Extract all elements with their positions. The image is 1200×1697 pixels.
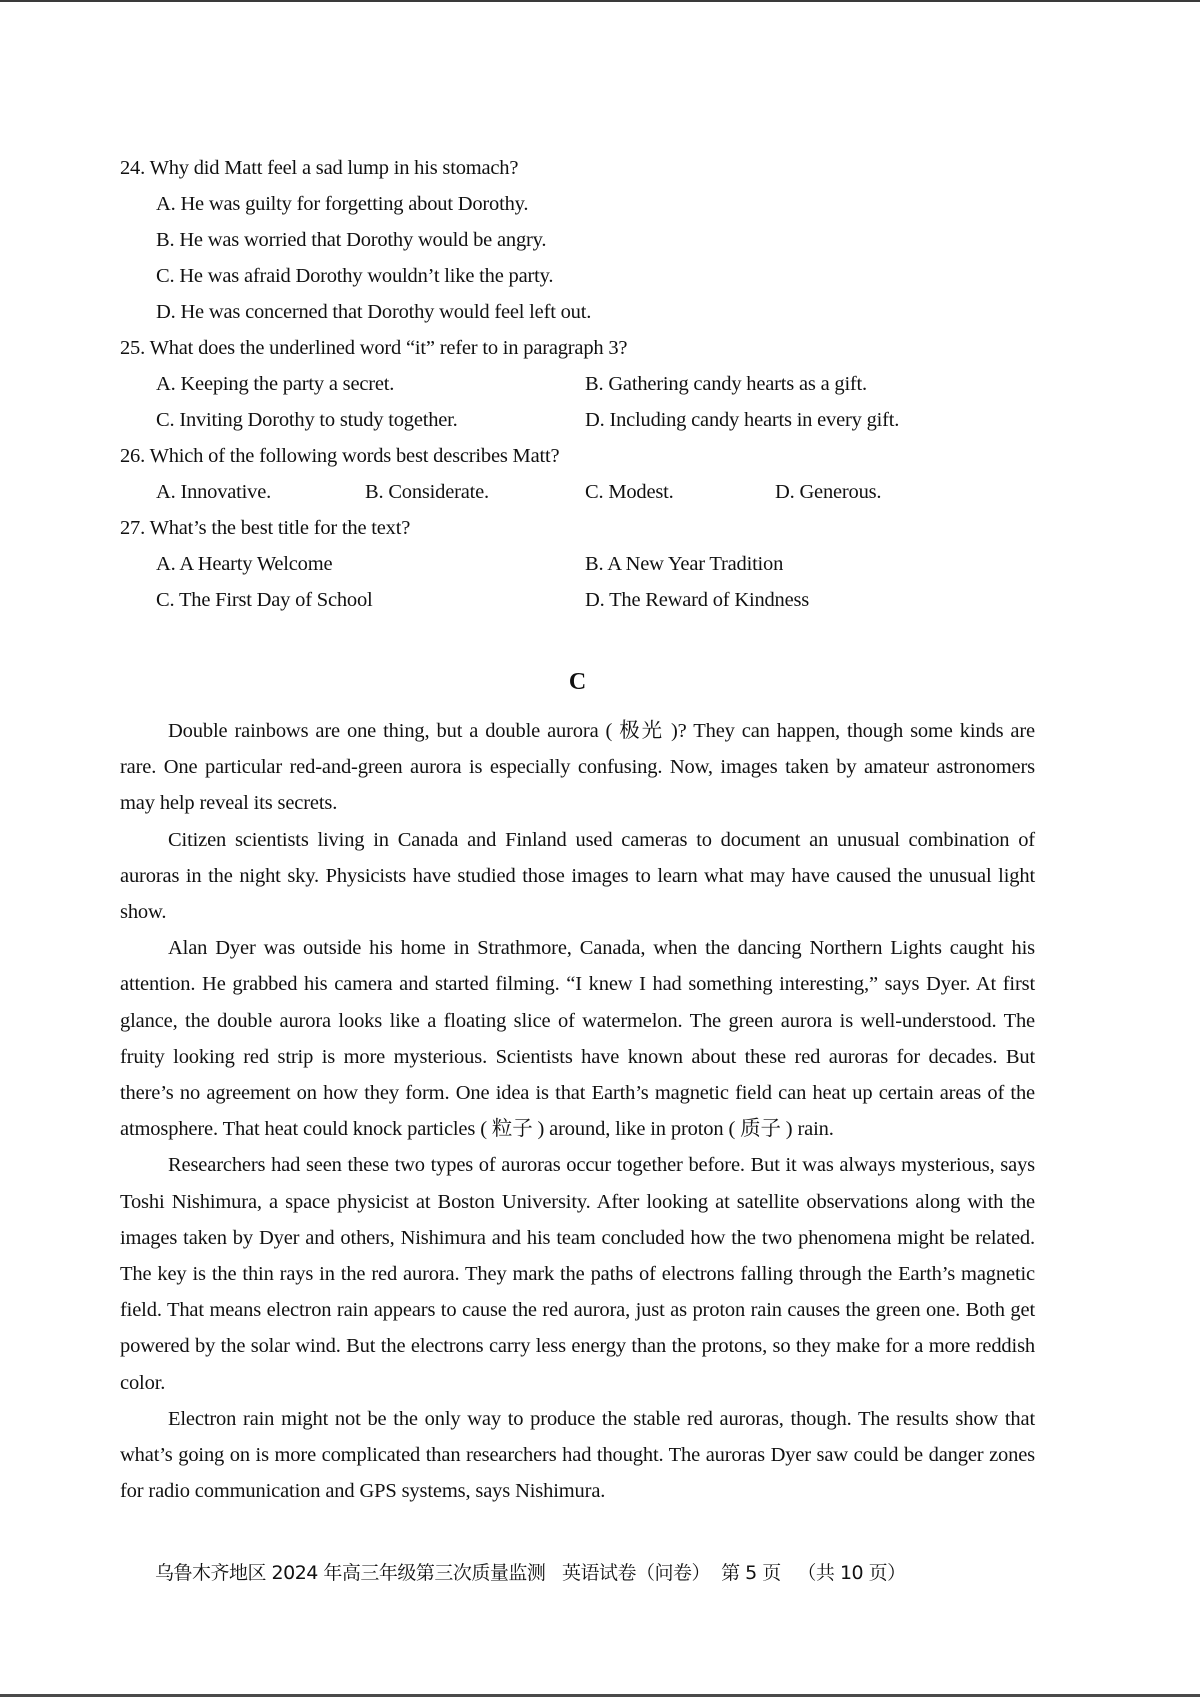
scan-top-border [0, 0, 1200, 2]
question-24-option-d: D. He was concerned that Dorothy would feel left out. [156, 301, 592, 323]
question-27-option-d: D. The Reward of Kindness [585, 589, 810, 611]
passage-paragraph-2: Citizen scientists living in Canada and Finland used cameras to document an unusual combination of auroras in the night sky. Physicists have studied those images to learn what may have caused the unusual light show. [120, 828, 1035, 924]
page-footer: 乌鲁木齐地区 2024 年高三年级第三次质量监测 英语试卷（问卷） 第 5 页 （共 10 页） [155, 1562, 906, 1584]
question-27-option-c: C. The First Day of School [156, 589, 373, 611]
question-25-stem: 25. What does the underlined word “it” refer to in paragraph 3? [120, 337, 628, 359]
question-26-stem: 26. Which of the following words best describes Matt? [120, 445, 560, 467]
question-25-options-row-2 [120, 402, 1035, 438]
question-25-options-row-1 [120, 366, 1035, 402]
question-24-option-b: B. He was worried that Dorothy would be angry. [156, 229, 547, 251]
section-heading: C [568, 669, 587, 695]
reading-passage [120, 713, 1035, 1509]
question-25-option-c: C. Inviting Dorothy to study together. [156, 409, 458, 431]
question-26-option-d: D. Generous. [775, 481, 882, 503]
question-27-option-b: B. A New Year Tradition [585, 553, 784, 575]
passage-paragraph-3: Alan Dyer was outside his home in Strathmore, Canada, when the dancing Northern Lights caught his attention. He grabbed his camera and started filming. “I knew I had something interesting,” says Dyer. At first glance, the double aurora looks like a floating slice of watermelon. The green aurora is well-understood. The fruity looking red strip is more mysterious. Scientists have known about these red auroras for decades. But there’s no agreement on how they form. One idea is that Earth’s magnetic field can heat up certain areas of the atmosphere. That heat could knock particles ( 粒子 ) around, like in proton ( 质子 ) rain. [120, 937, 1035, 1141]
question-26-option-b: B. Considerate. [365, 481, 489, 503]
question-27-options-row-1 [120, 546, 1035, 582]
question-27-stem: 27. What’s the best title for the text? [120, 517, 411, 539]
question-26-options-row [120, 474, 1035, 510]
question-26-option-a: A. Innovative. [156, 481, 272, 503]
question-25-option-a: A. Keeping the party a secret. [156, 373, 395, 395]
question-27-options-row-2 [120, 582, 1035, 618]
passage-paragraph-4: Researchers had seen these two types of auroras occur together before. But it was always mysterious, says Toshi Nishimura, a space physicist at Boston University. After looking at satellite observations along with the images taken by Dyer and others, Nishimura and his team concluded how the two phenomena might be related. The key is the thin rays in the red aurora. They mark the paths of electrons falling through the Earth’s magnetic field. That means electron rain appears to cause the red aurora, just as proton rain causes the green one. Both get powered by the solar wind. But the electrons carry less energy than the protons, so they make for a more reddish color. [120, 1154, 1035, 1394]
question-27-option-a: A. A Hearty Welcome [156, 553, 333, 575]
question-25-option-b: B. Gathering candy hearts as a gift. [585, 373, 867, 395]
question-25-option-d: D. Including candy hearts in every gift. [585, 409, 900, 431]
passage-paragraph-5: Electron rain might not be the only way to produce the stable red auroras, though. The results show that what’s going on is more complicated than researchers had thought. The auroras Dyer saw could be danger zones for radio communication and GPS systems, says Nishimura. [120, 1407, 1035, 1503]
question-24-option-c: C. He was afraid Dorothy wouldn’t like the party. [156, 265, 554, 287]
question-24-stem: 24. Why did Matt feel a sad lump in his stomach? [120, 157, 519, 179]
questions-block [120, 150, 1035, 618]
question-26-option-c: C. Modest. [585, 481, 674, 503]
passage-paragraph-1: Double rainbows are one thing, but a double aurora ( 极光 )? They can happen, though some kinds are rare. One particular red-and-green aurora is especially confusing. Now, images taken by amateur astronomers may help reveal its secrets. [120, 720, 1035, 815]
question-24-option-a: A. He was guilty for forgetting about Dorothy. [156, 193, 529, 215]
